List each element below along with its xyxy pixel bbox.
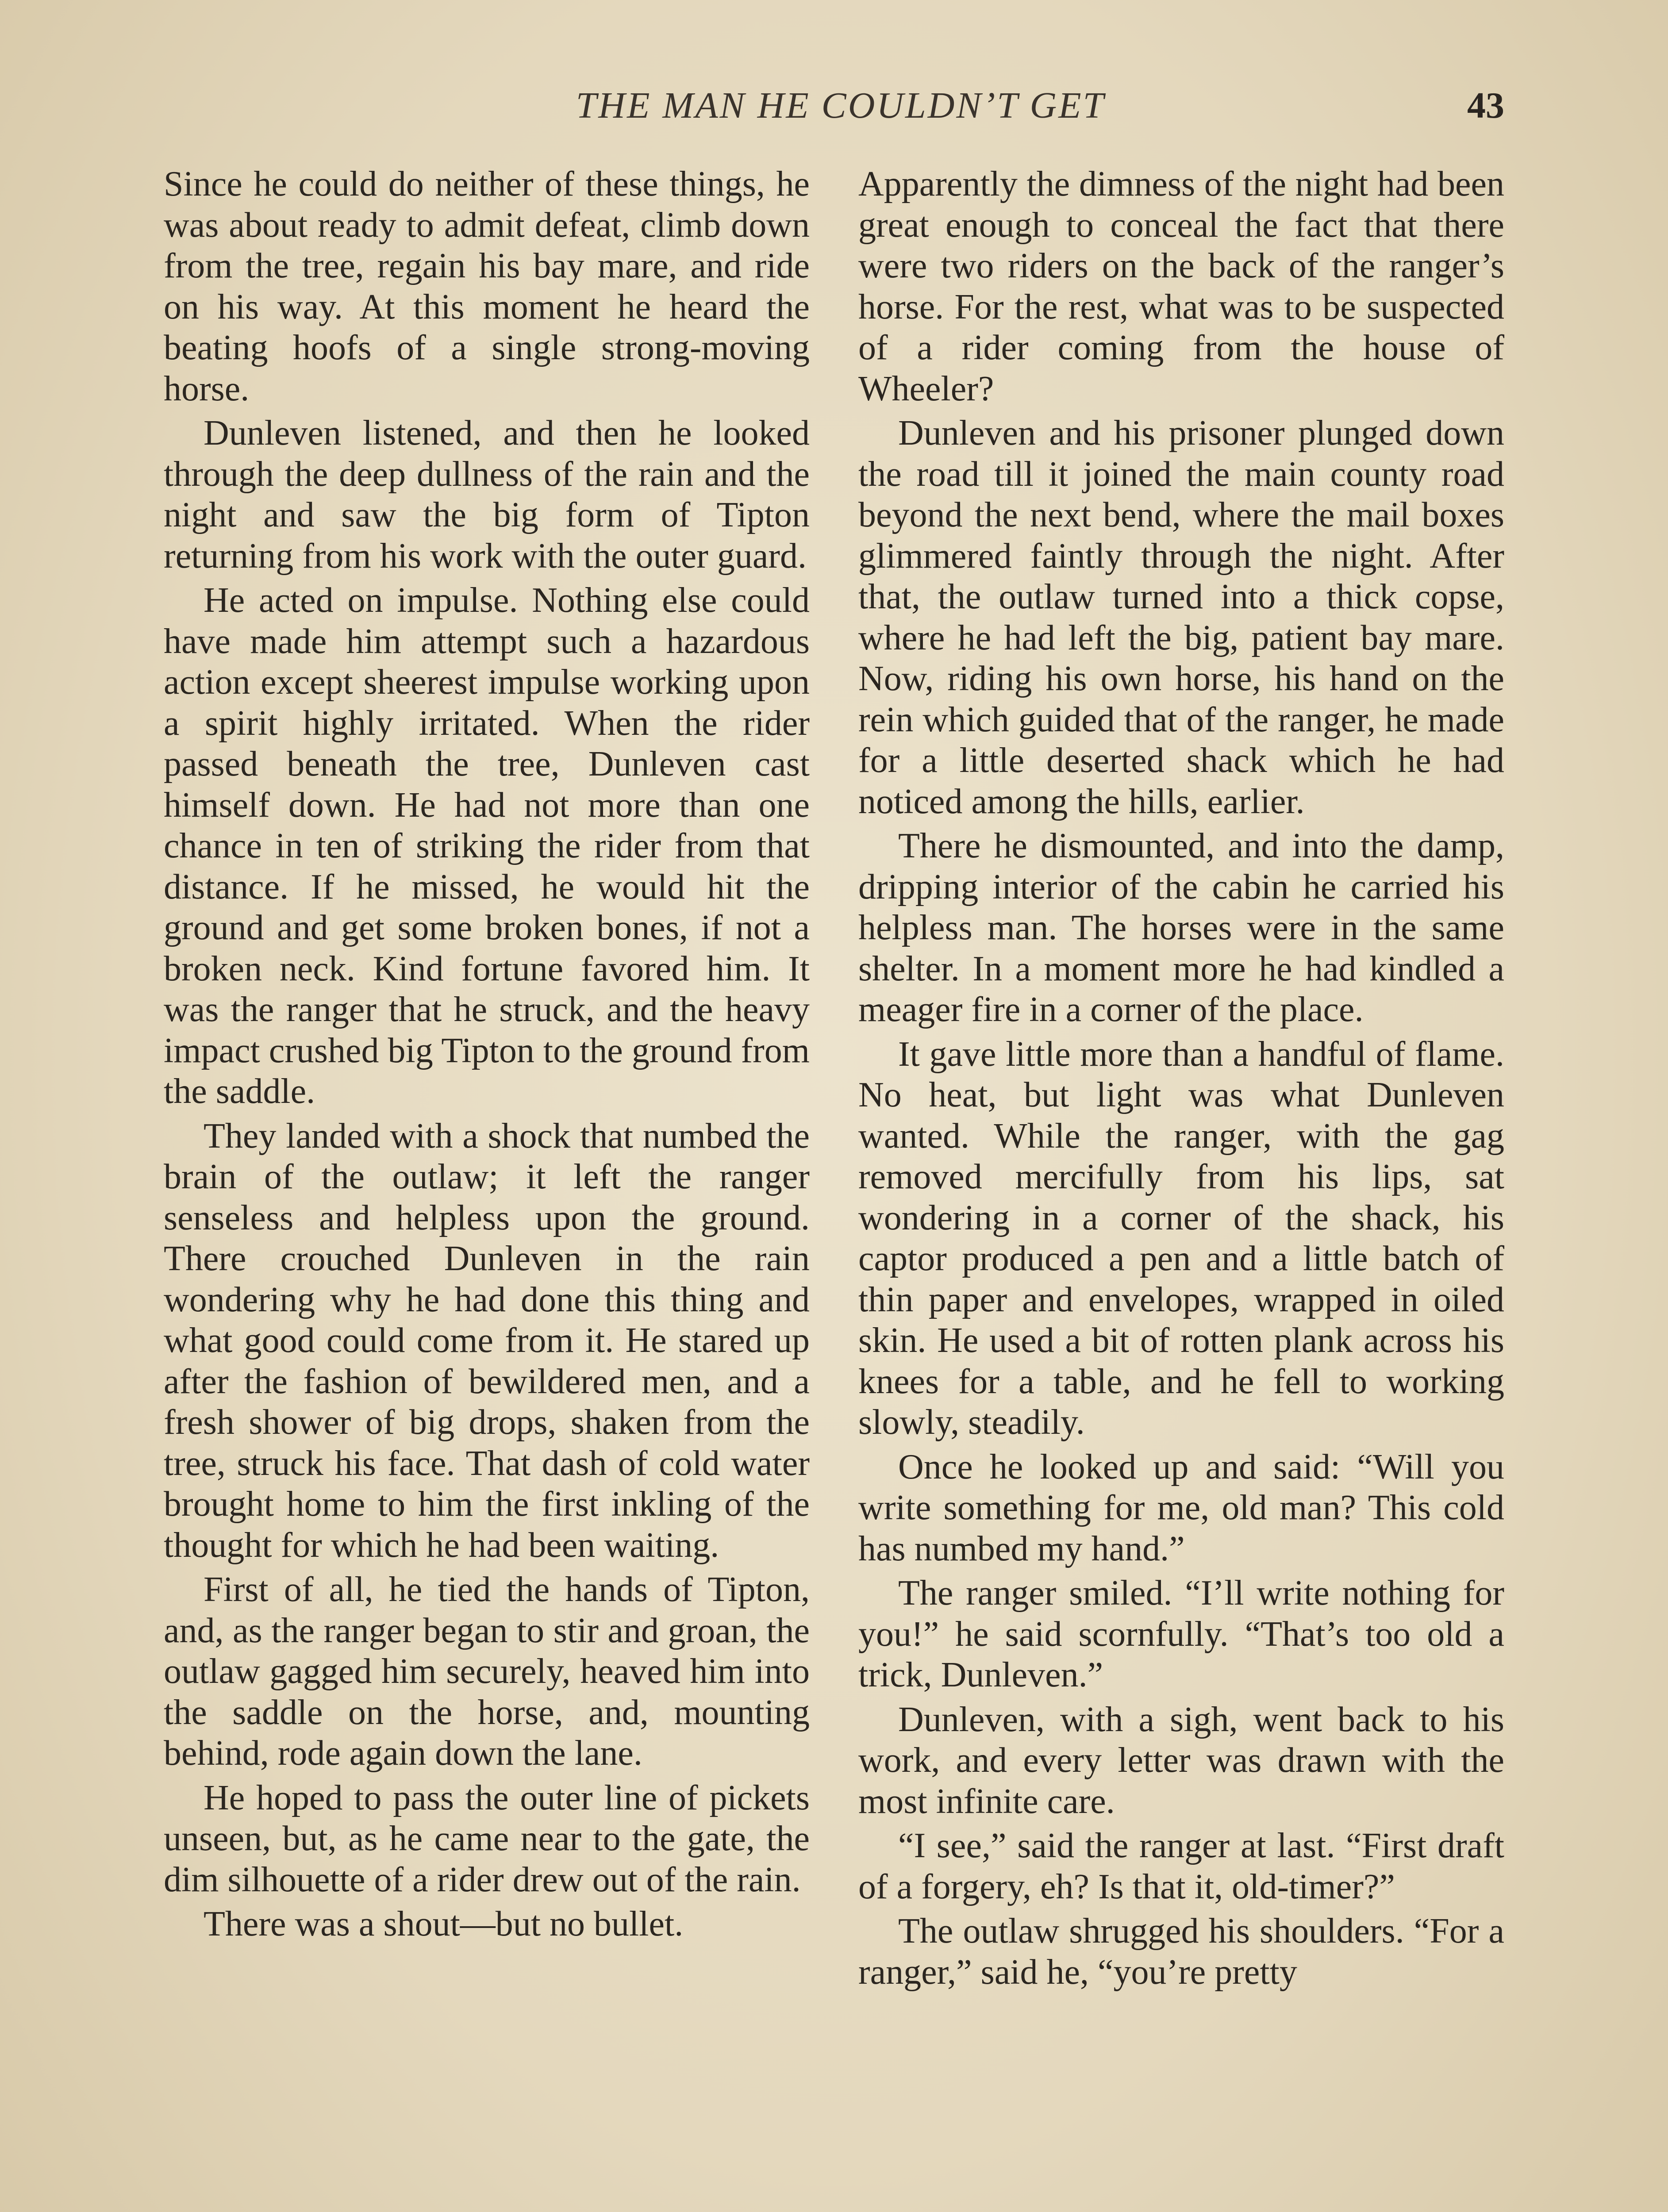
right-text-column [858, 164, 1504, 1996]
paragraph: He hoped to pass the outer line of pickets unseen, but, as he came near to the gate, the dim silhouette of a rider drew out of the rain. [164, 1778, 810, 1899]
paragraph: There he dismounted, and into the damp, dripping interior of the cabin he carried his helpless man. The horses were in the same shelter. In a moment more he had kindled a meager fire in a corner of the place. [858, 826, 1504, 1029]
left-text-column [164, 164, 810, 1948]
paragraph: They landed with a shock that numbed the brain of the outlaw; it left the ranger senseless and helpless upon the ground. There crouched Dunleven in the rain wondering why he had done this thing and what good could come from it. He stared up after the fashion of bewildered men, and a fresh shower of big drops, shaken from the tree, struck his face. That dash of cold water brought home to him the first inkling of the thought for which he had been waiting. [164, 1116, 810, 1565]
running-head-title: THE MAN HE COULDN’T GET [576, 85, 1106, 126]
paragraph: Since he could do neither of these things, he was about ready to admit defeat, climb down from the tree, regain his bay mare, and ride on his way. At this moment he heard the beating hoofs of a single strong-moving horse. [164, 165, 810, 408]
paragraph: There was a shout—but no bullet. [204, 1905, 684, 1943]
page-number: 43 [1467, 85, 1504, 126]
paragraph: Dunleven listened, and then he looked through the deep dullness of the rain and the night and saw the big form of Tipton returning from his work with the outer guard. [164, 414, 810, 576]
paragraph: First of all, he tied the hands of Tipton, and, as the ranger began to stir and groan, the outlaw gagged him securely, heaved him into the saddle on the horse, and, mounting behind, rode again down the lane. [164, 1570, 810, 1773]
paragraph: Apparently the dimness of the night had been great enough to conceal the fact that there were two riders on the back of the ranger’s horse. For the rest, what was to be suspected of a rider coming from the house of Wheeler? [858, 165, 1504, 408]
paragraph: Dunleven and his prisoner plunged down the road till it joined the main county road beyond the next bend, where the mail boxes glimmered faintly through the night. After that, the outlaw turned into a thick copse, where he had left the big, patient bay mare. Now, riding his own horse, his hand on the rein which guided that of the ranger, he made for a little deserted shack which he had noticed among the hills, earlier. [858, 414, 1504, 821]
paragraph: Once he looked up and said: “Will you write something for me, old man? This cold has numbed my hand.” [858, 1447, 1504, 1568]
paragraph: The ranger smiled. “I’ll write nothing for you!” he said scornfully. “That’s too old a trick, Dunleven.” [858, 1574, 1504, 1694]
paragraph: The outlaw shrugged his shoulders. “For a ranger,” said he, “you’re pretty [858, 1912, 1504, 1992]
paragraph: “I see,” said the ranger at last. “First draft of a forgery, eh? Is that it, old-timer?” [858, 1826, 1504, 1906]
paragraph: He acted on impulse. Nothing else could have made him attempt such a hazardous action except sheerest impulse working upon a spirit highly irritated. When the rider passed beneath the tree, Dunleven cast himself down. He had not more than one chance in ten of striking the rider from that distance. If he missed, he would hit the ground and get some broken bones, if not a broken neck. Kind fortune favored him. It was the ranger that he struck, and the heavy impact crushed big Tipton to the ground from the saddle. [164, 581, 810, 1111]
paragraph: It gave little more than a handful of flame. No heat, but light was what Dunleven wanted. While the ranger, with the gag removed mercifully from his lips, sat wondering in a corner of the shack, his captor produced a pen and a little batch of thin paper and envelopes, wrapped in oiled skin. He used a bit of rotten plank across his knees for a table, and he fell to working slowly, steadily. [858, 1034, 1504, 1442]
paragraph: Dunleven, with a sigh, went back to his work, and every letter was drawn with the most infinite care. [858, 1700, 1504, 1821]
